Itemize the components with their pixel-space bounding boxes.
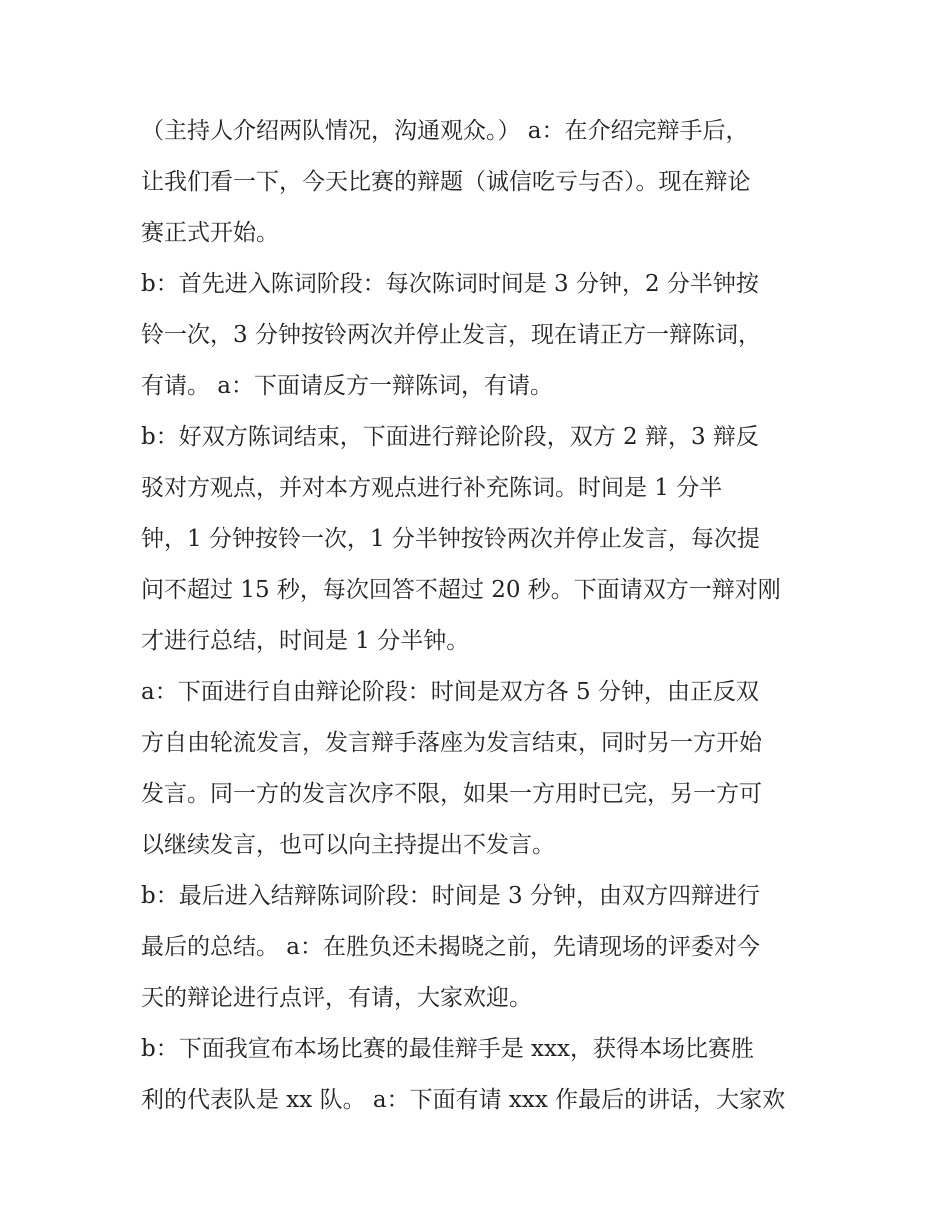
text-line: b：下面我宣布本场比赛的最佳辩手是 xxx，获得本场比赛胜	[141, 1036, 754, 1062]
text-line: 赛正式开始。	[141, 220, 279, 246]
document-body	[141, 106, 821, 1126]
text-line: b：首先进入陈词阶段：每次陈词时间是 3 分钟，2 分半钟按	[141, 271, 759, 297]
text-line: 发言。同一方的发言次序不限，如果一方用时已完，另一方可	[141, 781, 762, 807]
text-line: （主持人介绍两队情况，沟通观众。） a：在介绍完辩手后，	[141, 118, 749, 144]
text-line: 钟，1 分钟按铃一次，1 分半钟按铃两次并停止发言，每次提	[141, 526, 760, 552]
text-line: a：下面进行自由辩论阶段：时间是双方各 5 分钟，由正反双	[141, 679, 759, 705]
text-line: 方自由轮流发言，发言辩手落座为发言结束，同时另一方开始	[141, 730, 762, 756]
text-line: 铃一次，3 分钟按铃两次并停止发言，现在请正方一辩陈词，	[141, 322, 761, 348]
text-line: b：好双方陈词结束，下面进行辩论阶段，双方 2 辩，3 辩反	[141, 424, 759, 450]
text-line: 才进行总结，时间是 1 分半钟。	[141, 628, 470, 654]
text-line: b：最后进入结辩陈词阶段：时间是 3 分钟，由双方四辩进行	[141, 883, 760, 909]
text-line: 问不超过 15 秒，每次回答不超过 20 秒。下面请双方一辩对刚	[141, 577, 781, 603]
text-line: 驳对方观点，并对本方观点进行补充陈词。时间是 1 分半	[141, 475, 723, 501]
text-line: 利的代表队是 xx 队。 a：下面有请 xxx 作最后的讲话，大家欢	[141, 1087, 786, 1113]
text-line: 以继续发言，也可以向主持提出不发言。	[141, 832, 555, 858]
text-line: 让我们看一下，今天比赛的辩题（诚信吃亏与否）。现在辩论	[141, 169, 751, 195]
text-line: 最后的总结。 a：在胜负还未揭晓之前，先请现场的评委对今	[141, 934, 761, 960]
text-line: 天的辩论进行点评，有请，大家欢迎。	[141, 985, 532, 1011]
text-line: 有请。 a：下面请反方一辩陈词，有请。	[141, 373, 554, 399]
